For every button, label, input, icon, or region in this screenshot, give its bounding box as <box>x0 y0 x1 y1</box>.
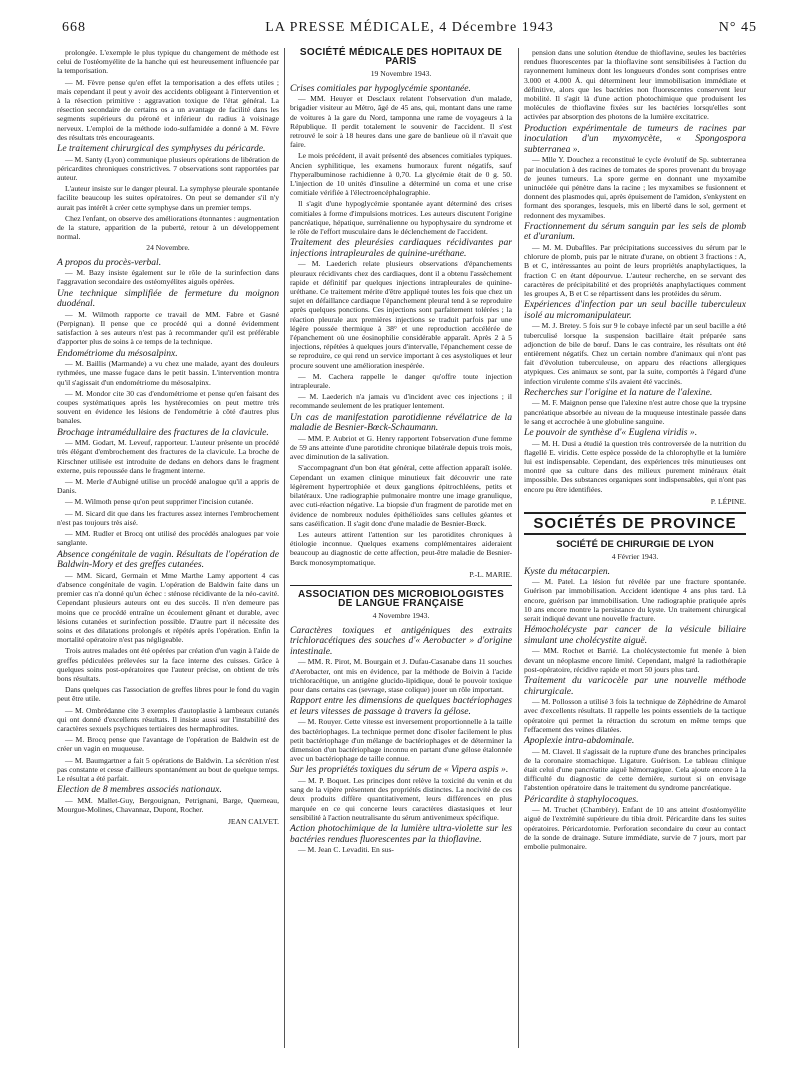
paragraph: — MM. R. Pirot, M. Bourgain et J. Dufau-Casanabe dans 11 souches d'Aerobacter, ont mis en évidence, par la méthode de Boivin à l'acide trichloracétique, un antigène glucido-lipidique, doué le pouvoir toxique pour dans certains cas (sevrage, stase colique) jouer un rôle important. <box>290 657 512 694</box>
page-number: 668 <box>62 20 86 35</box>
article-title: Fractionnement du sérum sanguin par les sels de plomb et d'uranium. <box>524 220 746 243</box>
paragraph: — M. Cachera rappelle le danger qu'offre toute injection intrapleurale. <box>290 371 512 391</box>
paragraph: — MM. P. Aubriot et G. Henry rapportent l'observation d'une femme de 59 ans atteinte d'une parotidite chronique bilatérale depuis trois mois, avec diminution de la salivation. <box>290 433 512 462</box>
paragraph: S'accompagnant d'un bon état général, cette affection apparaît isolée. Cependant un examen clinique minutieux fait découvrir une rate légèrement hypertrophiée et deux ganglions épitrochléens, petits et bilatéraux. Une radiographie pulmonaire montre une image granulique, avec cuti-réaction négative. La biopsie d'un fragment de parotide met en évidence de nombreux nodules épithélioïdes sans cellules géantes et sans caséification. Il s'agit donc d'une maladie de Besnier-Bœck. <box>290 463 512 528</box>
paragraph: — M. J. Bretey. 5 fois sur 9 le cobaye infecté par un seul bacille a été tuberculisé lorsque la suspension bacillaire était préparée sans adjonction de bile de bœuf. Dans le cas contraire, les résultats ont été entièrement négatifs. Chez un certain nombre d'animaux qui n'ont pas fait d'évolution tuberculeuse, on apparu des réactions allergiques atypiques. Ces animaux se sont, par la suite, comportés à l'égard d'une infection virulente comme s'ils avaient été vaccinés. <box>524 321 746 386</box>
article-title: Traitement du varicocèle par une nouvelle méthode chirurgicale. <box>524 675 746 697</box>
paragraph: — M. P. Boquet. Les principes dont relève la toxicité du venin et du sang de la vipère présentent des propriétés distinctes. La nocivité de ces deux produits diffère quantitativement, leurs différences en plus marquée en ce qui concerne leurs caractères diastasiques et leur sensibilité à l'action neutralisante du sérum antivenimeux spécifique. <box>290 775 512 822</box>
page-header <box>62 18 757 40</box>
paragraph: — M. Wilmoth pense qu'on peut supprimer l'incision cutanée. <box>65 497 254 507</box>
paragraph: — M. Bazy insiste également sur le rôle de la surinfection dans l'aggravation secondaire des ostéomyélites aiguës opérées. <box>57 268 279 287</box>
paragraph: — MM. Sicard, Germain et Mme Marthe Lamy apportent 4 cas d'absence congénitale de vagin. L'opération de Baldwin faite dans un premier cas n'a donné qu'un échec : sténose récidivante de la néo-cavité. Cependant plusieurs auteurs ont eu des succès. Il n'en demeure pas moins que ce procédé entraîne un écoulement gênant et durable, avec lésions cutanées et surinfection possible. D'autre part il nécessite des soins et des dilatations prolongés et répétés après l'opération. Enfin la mortalité opératoire n'est pas négligeable. <box>57 570 279 645</box>
masthead: LA PRESSE MÉDICALE, 4 Décembre 1943 <box>265 20 554 35</box>
author-signature: P.-L. MARIE. <box>469 569 512 579</box>
paragraph: — MM. Heuyer et Desclaux relatent l'observation d'un malade, brigadier visiteur au Métro, âgé de 45 ans, qui, montant dans une rame de voitures à la gare du Nord, tamponna une rame de voyageurs à la République. Il perdit totalement le souvenir de l'accident. Il s'est retrouvé le soir à 18 heures dans une gare de banlieue où il n'avait que faire. <box>290 94 512 150</box>
session-date: 24 Novembre. <box>146 243 190 253</box>
paragraph: — M. Santy (Lyon) communique plusieurs opérations de libération de péricardites chroniques constrictives. 7 observations sont rapportées par auteur. <box>57 154 279 183</box>
article-title: Absence congénitale de vagin. Résultats de l'opération de Baldwin-Mory et des greffes cutanées. <box>57 548 279 571</box>
society-heading-line: ASSOCIATION DES MICROBIOLOGISTES <box>297 588 505 600</box>
paragraph: — M. F. Maignon pense que l'alexine n'est autre chose que la trypsine pancréatique absorbée au niveau de la muqueuse intestinale passée dans le sang et accrochée à une globuline sanguine. <box>524 398 746 426</box>
paragraph: prolongée. L'exemple le plus typique du changement de méthode est celui de l'ostéomyélite de la hanche qui est heureusement influencée par la temporisation. <box>57 48 279 76</box>
article-title: Apoplexie intra-abdominale. <box>524 735 635 747</box>
author-signature: JEAN CALVET. <box>227 817 279 827</box>
paragraph: — M. Baumgartner a fait 5 opérations de Baldwin. La sécrétion n'est pas constante et cesse d'ailleurs spontanément au bout de quelque temps. Le résultat a été parfait. <box>57 755 279 783</box>
section-banner: SOCIÉTÉS DE PROVINCE <box>524 512 746 535</box>
paragraph: — M. Sicard dit que dans les fractures assez internes l'embrochement n'est pas toujours très aisé. <box>57 508 279 527</box>
paragraph: pension dans une solution étendue de thioflavine, seules les bactéries rendues fluorescentes par la thioflavine sont sensibilisées à l'action du rayonnement lumineux dont les longueurs d'ondes sont comprises entre 3.000 et 4.000 Å. qui déterminent leur immobilisation immédiate et définitive, alors que les bactéries non fluorescentes conservent leur mobilité. Il s'agit là d'une action photochimique que produisent les molécules de thioflavine fixées sur les bactéries lorsqu'elles sont activées par absorption des photons de la lumière excitatrice. <box>524 48 746 122</box>
article-title: Sur les propriétés toxiques du sérum de « Vipera aspis ». <box>290 764 509 776</box>
article-title: Une technique simplifiée de fermeture du moignon duodénal. <box>57 287 279 310</box>
article-title: Endométriome du mésosalpinx. <box>57 347 178 359</box>
paragraph: Les auteurs attirent l'attention sur les parotidites chroniques à étiologie inconnue. Quelques examens complémentaires aideraient beaucoup au diagnostic de cette affection, peut-être maladie de Besnier-Bœck monosymptomatique. <box>290 529 512 567</box>
article-title: Le traitement chirurgical des symphyses du péricarde. <box>57 143 266 155</box>
paragraph: — M. Wilmoth rapporte ce travail de MM. Fabre et Gasné (Perpignan). Il pense que ce procédé qui a donné évidemment satisfaction à ses auteurs n'est pas à recommander qu'il est préférable d'apporter plus de soins à ce temps de la technique. <box>57 309 279 347</box>
paragraph: — M. Brocq pense que l'avantage de l'opération de Baldwin est de créer un vagin en muqueuse. <box>57 735 279 754</box>
paragraph: — M. Patel. La lésion fut révélée par une fracture spontanée. Guérison par immobilisation. Accident identique 4 ans plus tard. Là encore, guérison par immobilisation. Une radiographie pratiquée après 10 ans encore montre la persistance du kyste. Un traitement chirurgical serait indiqué devant une nouvelle fracture. <box>524 577 746 624</box>
paragraph: Dans quelques cas l'association de greffes libres pour le fond du vagin peut être utile. <box>57 685 279 704</box>
article-title: Caractères toxiques et antigéniques des extraits trichloracétiques des souches d'« Aerobacter » d'origine intestinale. <box>290 624 512 657</box>
paragraph: — M. Laederich n'a jamais vu d'incident avec ces injections ; il recommande seulement de les pratiquer lentement. <box>290 392 512 411</box>
paragraph: — M. Laederich relate plusieurs observations d'épanchements pleuraux récidivants chez des cardiaques, dont il a obtenu l'assèchement rapide et définitif par quelques injections intrapleurales de quinine-uréthane. Ce traitement mérite d'être appliqué toutes les fois que chez un sujet en défaillance cardiaque l'épanchement pleural tend à se reproduire après quelques ponctions. Ces injections sont parfaitement tolérées ; la réaction pleurale aux premières injections se traduit parfois par une légère poussée thermique à 38° et une reproduction accélérée de l'épanchement où une éosinophilie considérable apparaît. Après 2 à 5 injections, répétées à quelques jours d'intervalle, l'épanchement cesse de se reproduire, ce qui rend un service important à ces asystoliques et leur procure souvent une amélioration inespérée. <box>290 259 512 370</box>
paragraph: — MM. Godart, M. Leveuf, rapporteur. L'auteur présente un procédé très élégant d'embrochement des fractures de la clavicule. La broche de Kirschner utilisée est introduite de dedans en dehors dans le fragment externe, puis repoussée dans le fragment interne. <box>57 438 279 475</box>
paragraph: — M. Merle d'Aubigné utilise un procédé analogue qu'il a appris de Danis. <box>57 477 279 496</box>
session-date: 19 Novembre 1943. <box>370 69 432 79</box>
paragraph: Il s'agit d'une hypoglycémie spontanée ayant déterminé des crises comitiales à forme d'impulsions motrices. Les auteurs discutent l'origine pancréatique, hépatique, surrénalienne ou hypophysaire du syndrome et le rôle de l'effort musculaire dans le déclenchement de l'accident. <box>290 199 512 237</box>
section-divider <box>290 585 512 586</box>
paragraph: — M. Mondor cite 30 cas d'endométriome et pense qu'en faisant des coupes systématiques après les hystérecomies on peut mettre très souvent en évidence les lésions de l'endométrie à côté d'autres plus banales. <box>57 388 279 426</box>
paragraph: — M. Fèvre pense qu'en effet la temporisation a des effets utiles ; mais cependant il peut y avoir des accidents obligeant à l'intervention et à la résection primitive : aggravation toxique de l'état général. La résection secondaire de certains os a un avantage de facilité dans les segments supérieurs du péroné et inférieur du radius à voisinage nerveux. L'emploi de la méthode iodo-sulfamidée a donné à M. Fèvre des résultats très encourageants. <box>57 77 279 142</box>
society-heading: SOCIÉTÉ MÉDICALE DES HOPITAUX DE PARIS <box>299 47 503 68</box>
society-heading: SOCIÉTÉ DE CHIRURGIE DE LYON <box>556 539 714 551</box>
paragraph: L'auteur insiste sur le danger pleural. La symphyse pleurale spontanée facilite beaucoup les suites opératoires. On peut se demander s'il n'y aurait pas intérêt à créer cette symphyse dans un premier temps. <box>57 184 279 212</box>
paragraph: Le mois précédent, il avait présenté des absences comitiales typiques. Ancien syphilitique, les examens humoraux furent négatifs, sauf l'hyperalbuminose rachidienne à 0,70. La glycémie était de 0 g. 50. L'injection de 10 unités d'insuline a déterminé un coma et une crise comitiale vérifiée à l'électroencéphalographie. <box>290 151 512 198</box>
article-title: Brochage intramédullaire des fractures de la clavicule. <box>57 426 269 438</box>
article-title: Crises comitiales par hypoglycémie spontanée. <box>290 82 471 94</box>
paragraph: — M. Baillis (Marmande) a vu chez une malade, ayant des douleurs rythmées, une masse fugace dans le petit bassin. L'intervention montra qu'il s'agissait d'un endométriome du mésosalpinx. <box>57 359 279 387</box>
paragraph: — M. Clavel. Il s'agissait de la rupture d'une des branches principales de la coronaire stomachique. Ligature. Guérison. Le tableau clinique était celui d'une pancréatite aiguë hémorragique. Cela ajoute encore à la difficulté du diagnostic de cette dernière, surtout si on envisage l'abstention opératoire dans le traitement du syndrome pancréatique. <box>524 746 746 793</box>
paragraph: — M. Jean C. Levaditi. En sus- <box>298 845 394 855</box>
article-title: Hémocholécyste par cancer de la vésicule biliaire simulant une cholécystite aiguë. <box>524 624 746 646</box>
paragraph: — M. Pollosson a utilisé 3 fois la technique de Zéphédrine de Amarol avec d'excellents résultats. Il rappelle les points essentiels de la tactique opératoire qui permet la rétraction du scrotum en même temps que l'effacement des veines dilatées. <box>524 697 746 734</box>
article-title: Le pouvoir de synthèse d'« Euglena viridis ». <box>524 427 698 439</box>
author-signature: P. LÉPINE. <box>710 496 746 506</box>
society-heading-line: DE LANGUE FRANÇAISE <box>338 598 464 610</box>
article-title: Action photochimique de la lumière ultra-violette sur les bactéries rendues fluorescentes par la thioflavine. <box>290 822 512 845</box>
paragraph: Trois autres malades ont été opérées par création d'un vagin à l'aide de greffes pédiculées prélevées sur la face interne des cuisses. Grâce à quelques soins post-opératoires que l'auteur précise, on obtient de très bons résultats. <box>57 646 279 683</box>
column-rule <box>284 48 285 1048</box>
paragraph: — M. Rouyer. Cette vitesse est inversement proportionnelle à la taille des bactériophages. La technique permet donc d'isoler facilement le plus petit bactériophage d'un mélange de bactériophages et de déterminer la dimension d'un bactériophage inconnu en partant d'une gélose étalonnée avec un bactériophage de taille connue. <box>290 717 512 764</box>
paragraph: — M. M. Dubaflles. Par précipitations successives du sérum par le chlorure de plomb, puis par le nitrate d'urane, on obtient 3 fractions : A, B et C, intéressantes au point de leurs propriétés anaphylactiques, la fraction C en étant dépourvue. L'auteur recherche, en se servant des caractères de précipitabilité et des propriétés anaphylactiques comment les groupes A, B et C se répartissent dans les protéides du sérum. <box>524 243 746 299</box>
article-title: A propos du procès-verbal. <box>57 256 162 268</box>
paragraph: — M. Ombrédanne cite 3 exemples d'autoplastie à lambeaux cutanés qui ont donné d'excellents résultats. Il insiste aussi sur l'instabilité des caractères sexuels psychiques tertiaires des hermaphrodites. <box>57 705 279 733</box>
paragraph: — MM. Rochet et Barrié. La cholécystectomie fut menée à bien devant un néoplasme encore limité. Cependant, malgré la radiothérapie post-opératoire, récidive rapide et mort 50 jours plus tard. <box>524 646 746 674</box>
article-title: Rapport entre les dimensions de quelques bactériophages et leurs vitesses de passage à travers la gélose. <box>290 695 512 717</box>
session-date: 4 Novembre 1943. <box>372 611 430 621</box>
issue-number: N° 45 <box>718 20 757 35</box>
article-title: Election de 8 membres associés nationaux. <box>57 784 222 796</box>
paragraph: — M. Truchet (Chambéry). Enfant de 10 ans atteint d'ostéomyélite aiguë de l'extrémité supérieure du tibia droit. Péricardite dans les suites opératoires. Péricardotomie. Perforation secondaire du cœur au contact de la sonde de drainage. Suture immédiate, survie de 7 jours, mort par embolie pulmonaire. <box>524 805 746 852</box>
column-left <box>57 48 279 832</box>
paragraph: — MM. Rudler et Brocq ont utilisé des procédés analogues par voie sanglante. <box>57 529 279 548</box>
article-title: Production expérimentale de tumeurs de racines par inoculation d'un myxomycète, « Spongospora subterranea ». <box>524 122 746 155</box>
article-title: Recherches sur l'origine et la nature de l'alexine. <box>524 386 713 398</box>
paragraph: Chez l'enfant, on observe des améliorations étonnantes : augmentation de la stature, apparition de la puberté, retour à un développement normal. <box>57 213 279 242</box>
article-title: Kyste du métacarpien. <box>524 565 611 577</box>
column-rule <box>518 48 519 1048</box>
paragraph: — Mlle Y. Douchez a reconstitué le cycle évolutif de Sp. subterranea par inoculation à des racines de tomates de spores provenant du broyage de jeunes tumeurs. La spore germe en donnant une myxamibe uninucléée qui pénètre dans la racine ; les myxamibes se fusionnent et donnent des plasmodes qui, après épuisement de l'amidon, s'enkystent en formant des sporanges, lesquels, mis en liberté dans le sol, germent et redonnent des myxamibes. <box>524 155 746 220</box>
session-date: 4 Février 1943. <box>611 552 659 562</box>
article-title: Un cas de manifestation parotidienne révélatrice de la maladie de Besnier-Bœck-Schaumann. <box>290 411 512 434</box>
society-heading <box>290 590 512 608</box>
column-right <box>524 48 746 853</box>
column-middle <box>290 48 512 856</box>
article-title: Expériences d'infection par un seul bacille tuberculeux isolé au micromanipulateur. <box>524 299 746 321</box>
article-title: Péricardite à staphylocoques. <box>524 793 639 805</box>
paragraph: — MM. Mallet-Guy, Bergouignan, Petrignani, Barge, Querneau, Mourgue-Molines, Chavannaz, Dupont, Rocher. <box>57 795 279 814</box>
paragraph: — M. H. Dusi a étudié la question très controversée de la nutrition du flagellé E. viridis. Cette espèce possède de la chlorophylle et la lumière lui est indispensable. Cependant, des expériences très minutieuses ont montré que sa culture dans des milieux purement minéraux était impossible. Des substances organiques sont indispensables, qui n'ont pas encore pu être identifiées. <box>524 438 746 494</box>
article-title: Traitement des pleurésies cardiaques récidivantes par injections intrapleurales de quinine-uréthane. <box>290 237 512 259</box>
